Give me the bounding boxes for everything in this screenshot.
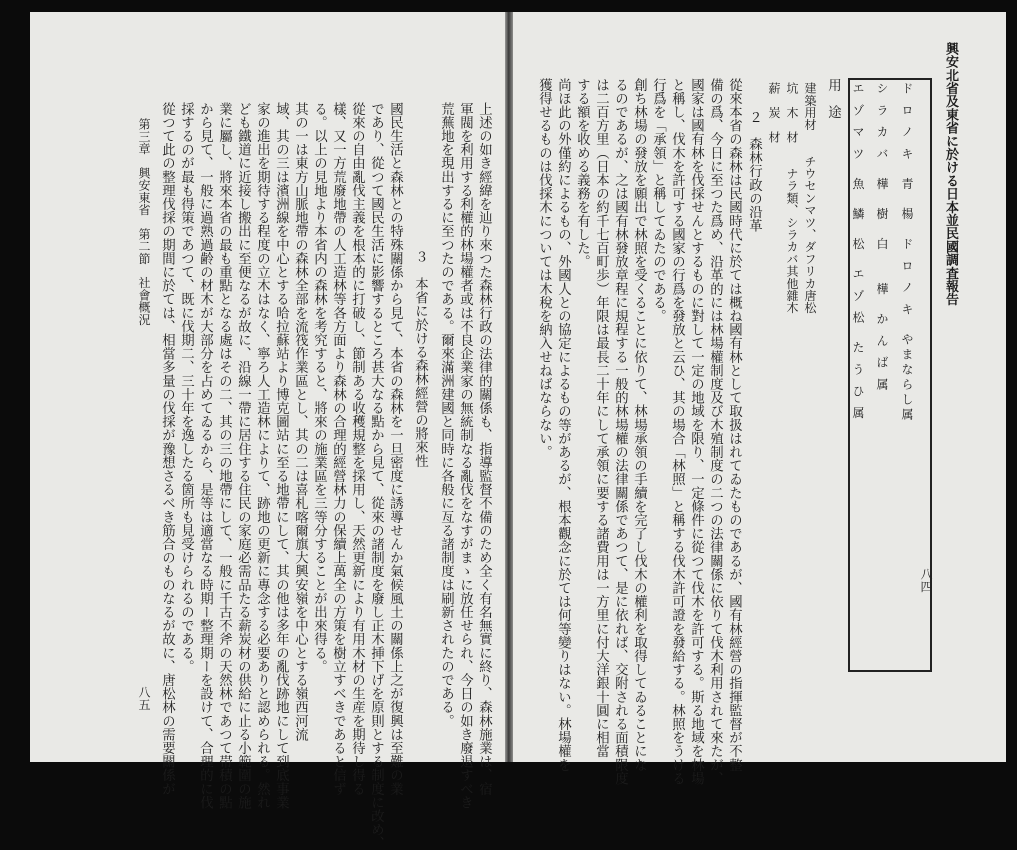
left-page [30, 12, 508, 850]
left-col-5: であり、從つて國民生活に影響するところ甚大なる點から見て、從來の諸制度を廢し正木挿下げを原則とする制度に改め、 [368, 102, 384, 850]
right-col-1: 從來本省の森林は民國時代に於ては概ね國有林として取扱はれてゐたものであるが、國有林經營の指揮監督が不整 [726, 78, 742, 772]
uses-heading: 用 途 [825, 78, 841, 119]
uses-row-2: 坑 木 材 ナラ類、シラカバ其他雜木 [785, 82, 799, 314]
report-title: 興安北省及東省に於ける日本並民國調査報告 [943, 42, 958, 306]
left-col-8: る。以上の見地より本省内の森林を考究すると、將來の施業區を三等分することが出來得る。 [311, 102, 327, 674]
left-col-6: 從來の自由亂伐主義を根本的に打破し、節制ある收穫規整を採用し、天然更新により有用木材の生産を期待し得る [349, 102, 365, 796]
left-col-9: 其の一は東方山脈地帶の森林全部を流筏作業區とし、其の二は喜札喀爾旗大興安嶺を中心とする嶺西河流 [292, 102, 308, 742]
left-col-13: 業に屬し、將來本省の最も重點となる處はその二、其の三の地帶にして、一般に千古不斧の天然林であつて帯積の點 [216, 102, 232, 810]
book-gutter [505, 12, 513, 762]
left-col-10: 域、其の三は濱洲線を中心とする哈拉蘇站より博克圖站に至る地帶にして、其の他は多年の亂伐跡地にして到底事業 [273, 102, 289, 810]
right-col-7: るのであるが、之は國有林發放章程に規程する一般的林場權の法律關係であつて、是に依れば、交附される面積限度 [612, 78, 628, 786]
right-col-5: 行爲を「承領」と稱してゐたのである。 [650, 78, 666, 323]
uses-row-1: 建築用材 チウセンマツ、ダフリカ唐松 [803, 82, 817, 314]
left-section-heading: ３ 本省に於ける森林經營の將來性 [412, 250, 428, 468]
page-number-right: 八四 [919, 568, 933, 593]
right-col-0: ２ 森林行政の沿革 [746, 110, 762, 233]
left-col-11: 家の進出を期待する程度の立木はなく、寧ろ人工造林によりて、跡地の更新に專念する必要ありと認められる。然れ [254, 102, 270, 810]
left-col-12: ども鐵道に近接し搬出に至便なるが故に、沿線一帶に居住する住民の家庭必需品たる薪炭材の供給に止る小範圍の施 [235, 102, 251, 810]
left-col-16: 從つて此の整理伐採の期間に於ては、相當多量の伐採が豫想さるべき筋合のものなるが故に、唐松林の需要關係が [159, 102, 175, 796]
table-row-3: エ ゾ マ ツ 魚 鱗 松 エ ゾ 松 た う ひ 属 [851, 82, 865, 422]
right-col-11: 獲得せるものは伐採木については木稅を納入せねばならない。 [536, 78, 552, 459]
right-col-4: と稱し、伐木を許可する國家の行爲を發放と云ひ、其の場合「林照」と稱する伐木許可證を發給する。林照をうける [669, 78, 685, 786]
table-row-2: シ ラ カ バ 樺 樹 白 樺 か ん ば 属 [875, 82, 889, 393]
page-number-left: 八五 [137, 686, 151, 711]
table-row-1: ド ロ ノ キ 青 楊 ド ロ ノ キ やまならし属 [900, 82, 914, 423]
left-col-1: 軍閥を利用する利權的林場權者或は不良企業家の無統制なる亂伐をなすがまゝに放任せられ、今日の如き廢退すべき [457, 102, 473, 810]
right-col-2: 備の爲、今日に至つた爲め、沿革的には林場權制度及び木殖制度の二つの法律關係に依りて伐木利用されて來たが、 [707, 78, 723, 786]
right-col-10: 尚ほ此の外僅約によるもの、外國人との協定によるもの等があるが、根本觀念に於ては何等變りはない。林場權を [555, 78, 571, 772]
left-col-15: 採するのが最も得策であつて、既に伐期二、三十年を逸したる箇所も見受けられるのである。 [178, 102, 194, 674]
right-col-9: する額を收める義務を有した。 [574, 78, 590, 269]
right-col-8: は二百方里（日本の約千七百町歩）年限は最長二十年にして承領に要する諸費用は一方里に付大洋銀十圓に相當 [593, 78, 609, 758]
left-col-14: から見て、一般に過熟過齢の材木が大部分を占めてゐるから、是等は適當なる時期ー整理期ーを設けて、合理的に伐 [197, 102, 213, 810]
left-col-0: 上述の如き經緯を辿り來つた森林行政の法律的關係も、指導監督不備のため全く有名無實に終り、森林施業は、宿 [476, 102, 492, 796]
left-col-2: 荒蕪地を現出するに至つたのである。爾來滿洲建國と同時に各般に亙る諸制度は刷新されたのである。 [438, 102, 454, 728]
left-col-4: 國民生活と森林との特殊關係から見て、本省の森林を一旦密度に誘導せんか氣候風土の關係上之が復興は至難の業 [387, 102, 403, 796]
uses-row-3: 薪 炭 材 [767, 82, 781, 143]
left-col-7: 樣、又一方荒廢地帶の人工造林等各方面より森林の合理的經營林力の保續上萬全の方策を樹立すべきであると信ず [330, 102, 346, 796]
footer-chapter: 第三章 興安東省 第二節 社會概況 [137, 118, 151, 326]
right-col-6: 創ち林場の發放を願出で林照を受くることに依りて、林場承領の手續を完了し伐木の權利を取得してゐることにな [631, 78, 647, 772]
right-col-3: 國家は國有林を伐採せんとするものに對して一定の地域を限り、一定條件に從つて伐木を許可する。斯る地域を林場 [688, 78, 704, 786]
